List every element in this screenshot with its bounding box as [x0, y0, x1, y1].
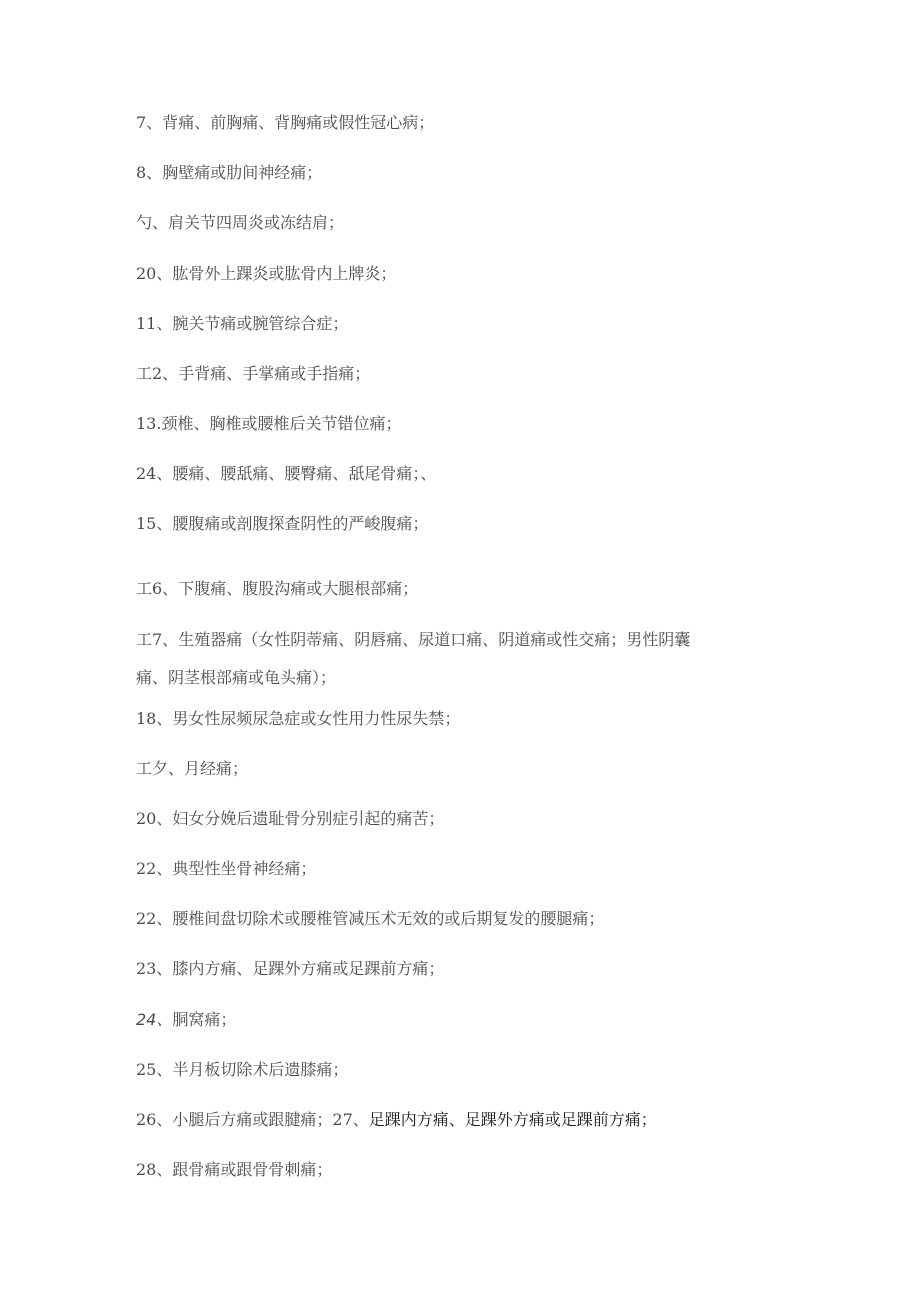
item-text: 生殖器痛（女性阴蒂痛、阴唇痛、尿道口痛、阴道痛或性交痛；男性阴囊: [178, 630, 691, 649]
list-item: [136, 413, 401, 435]
item-number: 20、: [136, 809, 173, 828]
item-number-secondary: 27、: [332, 1110, 369, 1129]
list-item: [136, 363, 370, 385]
item-number: 24、: [136, 464, 173, 483]
item-number: 8、: [136, 163, 163, 182]
item-number: 22、: [136, 909, 173, 928]
item-number: 20、: [136, 264, 173, 283]
item-text: 下腹痛、腹股沟痛或大腿根部痛；: [178, 579, 419, 598]
list-item: [136, 708, 460, 730]
item-number: 15、: [136, 514, 173, 533]
item-text: 半月板切除术后遗膝痛；: [172, 1060, 349, 1079]
list-item: [136, 1159, 332, 1181]
item-number: 11、: [136, 314, 173, 333]
item-number: 25、: [136, 1060, 173, 1079]
list-item: [136, 263, 396, 285]
list-item: [136, 958, 444, 980]
list-item-continuation: [136, 667, 796, 689]
list-item: [136, 578, 418, 600]
item-text: 腰椎间盘切除术或腰椎管减压术无效的或后期复发的腰腿痛；: [172, 909, 605, 928]
item-text: 跟骨痛或跟骨骨刺痛；: [172, 1160, 333, 1179]
item-text-continued: 痛、阴茎根部痛或龟头痛）；: [136, 668, 337, 687]
item-number: 工7、: [136, 630, 179, 649]
item-text: 背痛、前胸痛、背胸痛或假性冠心病；: [162, 113, 435, 132]
item-text: 颈椎、胸椎或腰椎后关节错位痛；: [161, 414, 402, 433]
item-text: 腰痛、腰舐痛、腰臀痛、舐尾骨痛；、: [172, 464, 437, 483]
item-text: 肩关节四周炎或冻结肩；: [168, 213, 345, 232]
item-text: 肱骨外上踝炎或肱骨内上牌炎；: [172, 264, 397, 283]
list-item: [136, 858, 316, 880]
item-text-secondary: 足踝内方痛、足踝外方痛或足踝前方痛；: [368, 1110, 657, 1129]
item-text: 小腿后方痛或跟腱痛；: [172, 1110, 333, 1129]
list-item: [136, 1059, 348, 1081]
item-text: 腰腹痛或剖腹探查阴性的严峻腹痛；: [172, 514, 429, 533]
list-item: [136, 313, 348, 335]
item-number: 勺、: [136, 213, 169, 232]
list-item: [136, 1109, 657, 1131]
item-text: 腕关节痛或腕管综合症；: [172, 314, 349, 333]
list-item: [136, 908, 604, 930]
item-text: 男女性尿频尿急症或女性用力性尿失禁；: [172, 709, 461, 728]
item-number: 工6、: [136, 579, 179, 598]
list-item: [136, 629, 796, 651]
item-number: 18、: [136, 709, 173, 728]
item-number: 工2、: [136, 364, 179, 383]
list-item: [136, 513, 428, 535]
item-text: 胸壁痛或肋间神经痛；: [162, 163, 323, 182]
list-item: [136, 808, 444, 830]
list-item: [136, 112, 434, 134]
item-text: 月经痛；: [184, 759, 249, 778]
item-text: 膝内方痛、足踝外方痛或足踝前方痛；: [172, 959, 445, 978]
list-item: [136, 758, 248, 780]
item-number: 工夕、: [136, 759, 185, 778]
item-text: 妇女分娩后遗耻骨分别症引起的痛苦；: [172, 809, 445, 828]
item-number: 7、: [136, 113, 163, 132]
list-item: [136, 1009, 236, 1031]
item-number: 24、: [136, 1010, 173, 1029]
item-text: 典型性坐骨神经痛；: [172, 859, 317, 878]
item-number: 22、: [136, 859, 173, 878]
item-text: 胴窝痛；: [172, 1010, 237, 1029]
list-item: [136, 212, 344, 234]
list-item: [136, 162, 322, 184]
item-number: 26、: [136, 1110, 173, 1129]
list-item: [136, 463, 436, 485]
item-number: 13.: [136, 414, 162, 433]
item-text: 手背痛、手掌痛或手指痛；: [178, 364, 371, 383]
item-number: 23、: [136, 959, 173, 978]
item-number: 28、: [136, 1160, 173, 1179]
